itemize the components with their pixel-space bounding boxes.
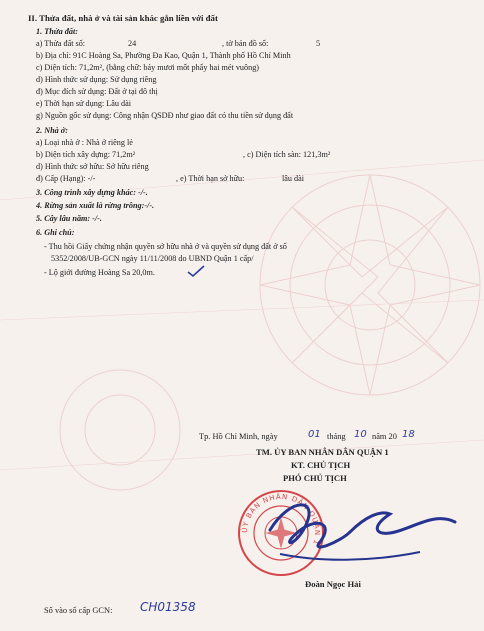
stamp-text: ỦY BAN NHÂN DÂN QUẬN 1 [240,492,322,547]
house-grade: đ) Cấp (Hạng): -/- [36,174,96,183]
notes-heading: 6. Ghi chú: [36,228,75,237]
parcel-number-row [36,39,85,49]
notes-line-2: 5352/2008/UB-GCN ngày 11/11/2008 do UBND Quận 1 cấp/ [51,254,254,263]
handwritten-signature [250,492,460,572]
other-construction: 3. Công trình xây dựng khác: -/-. [36,188,148,197]
house-floor-area: , c) Diện tích sàn: 121,3m² [243,150,331,159]
land-use-origin: g) Nguồn gốc sử dụng: Công nhận QSDĐ như giao đất có thu tiền sử dụng đất [36,111,294,120]
registry-label: Số vào sổ cấp GCN: [44,606,113,615]
land-use-term: e) Thời hạn sử dụng: Lâu dài [36,99,132,108]
map-sheet-number: 5 [316,39,321,48]
owner-term-label: , e) Thời hạn sở hữu: [176,174,245,183]
owner-term: lâu dài [282,174,305,183]
date-prefix: Tp. Hồ Chí Minh, ngày [199,432,278,441]
land-use-form: d) Hình thức sử dụng: Sử dụng riêng [36,75,157,84]
section-title: II. Thửa đất, nhà ở và tài sản khác gắn liền với đất [28,13,218,23]
land-address: b) Địa chỉ: 91C Hoàng Sa, Phường Đa Kao, Quận 1, Thành phố Hồ Chí Minh [36,51,291,60]
house-type: a) Loại nhà ở : Nhà ở riêng lẻ [36,138,133,147]
date-year-suffix: 18 [402,429,415,440]
vice-chairman-title: PHÓ CHỦ TỊCH [283,473,347,483]
planted-forest: 4. Rừng sản xuất là rừng trồng:-/-. [36,201,155,210]
land-use-purpose: đ) Mục đích sử dụng: Đất ở tại đô thị [36,87,158,96]
signer-name: Đoàn Ngọc Hải [305,579,361,589]
land-heading: 1. Thửa đất: [36,27,78,36]
date-line [199,432,278,442]
parcel-number: 24 [128,39,137,48]
notes-line-3: - Lộ giới đường Hoàng Sa 20,0m. [44,268,155,277]
map-sheet-label: , tờ bản đồ số: [222,39,269,48]
kt-chairman: KT. CHỦ TỊCH [291,460,351,470]
notes-line-1: - Thu hồi Giấy chứng nhận quyền sở hữu nhà ở và quyền sử dụng đất ở số [44,242,287,251]
house-ownership: d) Hình thức sở hữu: Sở hữu riêng [36,162,149,171]
house-heading: 2. Nhà ở: [36,126,68,135]
date-year-label: năm 20 [372,432,397,441]
perennial-trees: 5. Cây lâu năm: -/-. [36,214,102,223]
house-build-area: b) Diện tích xây dựng: 71,2m² [36,150,136,159]
date-month-label: tháng [327,432,346,441]
parcel-label: a) Thửa đất số: [36,39,86,48]
date-day: 01 [308,429,321,440]
registry-number: CH01358 [140,600,196,614]
authority: TM. ỦY BAN NHÂN DÂN QUẬN 1 [256,447,389,457]
land-area: c) Diện tích: 71,2m², (bằng chữ: bảy mươi mốt phẩy hai mét vuông) [36,63,260,72]
date-month: 10 [354,429,367,440]
check-mark-icon [186,264,206,278]
